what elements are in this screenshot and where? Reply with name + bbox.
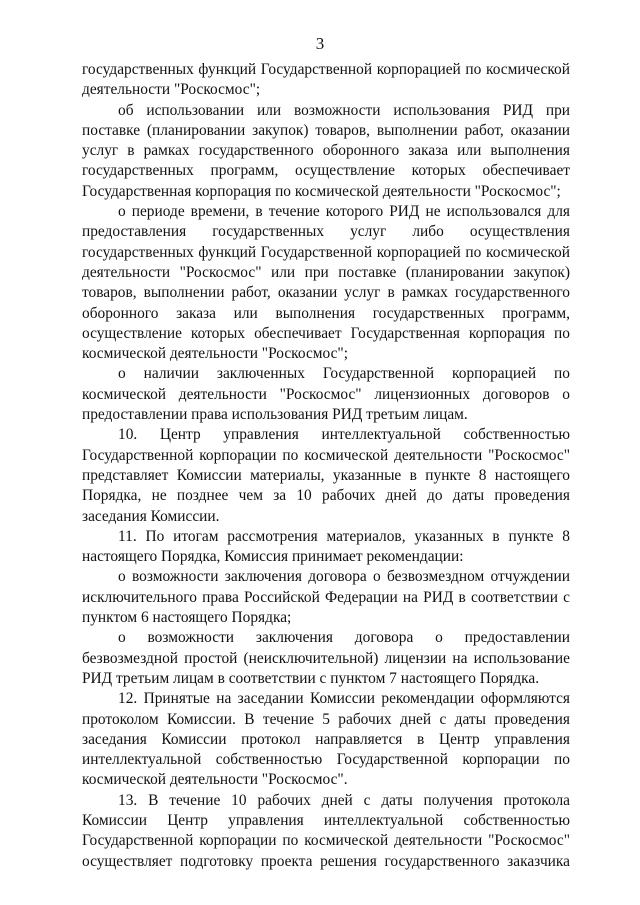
paragraph-item-13: 13. В течение 10 рабочих дней с даты получения протокола Комиссии Центр управления интеллектуальной собственностью Государственной корпорации по космической деятельности "Роскосмос" осуществляет подготовку проекта решения государственного заказчика bbox=[82, 791, 570, 870]
paragraph-item-12: 12. Принятые на заседании Комиссии рекомендации оформляются протоколом Комиссии. В течение 5 рабочих дней с даты проведения заседания Комиссии протокол направляется в Центр управления интеллектуальной собственностью Государственной корпорации по космической деятельности "Роскосмос". bbox=[82, 690, 570, 789]
paragraph-license-agreements: о наличии заключенных Государственной корпорацией по космической деятельности "Роскосмос" лицензионных договоров о предоставлении права использования РИД третьим лицам. bbox=[82, 365, 570, 424]
paragraph-license-recommendation: о возможности заключения договора о предоставлении безвозмездной простой (неисключительной) лицензии на использование РИД третьим лицам в соответствии с пунктом 7 настоящего Порядка. bbox=[82, 629, 570, 687]
page-number: 3 bbox=[315, 34, 325, 53]
paragraph-alienation-recommendation: о возможности заключения договора о безвозмездном отчуждении исключительного права Российской Федерации на РИД в соответствии с пунктом 6 настоящего Порядка; bbox=[82, 568, 570, 627]
paragraph-use-in-procurement: об использовании или возможности использования РИД при поставке (планировании закупок) товаров, выполнении работ, оказании услуг в рамках государственного оборонного заказа или выполнения государственных программ, осуществление которых обеспечивает Государственная корпорация по космической деятельности "Роскосмос"; bbox=[82, 101, 570, 200]
document-body bbox=[82, 60, 570, 872]
paragraph-period-not-used: о периоде времени, в течение которого РИД не использовался для предоставления государственных услуг либо осуществления государственных функций Государственной корпорацией по космической деятельности "Роскосмос" или при поставке (планировании закупок) товаров, выполнении работ, оказании услуг в рамках государственного оборонного заказа или выполнения государственных программ, осуществление которых обеспечивает Государственная корпорация по космической деятельности "Роскосмос"; bbox=[82, 203, 570, 363]
paragraph-continuation: государственных функций Государственной корпорацией по космической деятельности "Роскосмос"; bbox=[82, 61, 570, 99]
paragraph-item-10: 10. Центр управления интеллектуальной собственностью Государственной корпорации по космической деятельности "Роскосмос" представляет Комиссии материалы, указанные в пункте 8 настоящего Порядка, не позднее чем за 10 рабочих дней до даты проведения заседания Комиссии. bbox=[82, 426, 570, 525]
paragraph-item-11: 11. По итогам рассмотрения материалов, указанных в пункте 8 настоящего Порядка, Комиссия принимает рекомендации: bbox=[82, 527, 570, 566]
